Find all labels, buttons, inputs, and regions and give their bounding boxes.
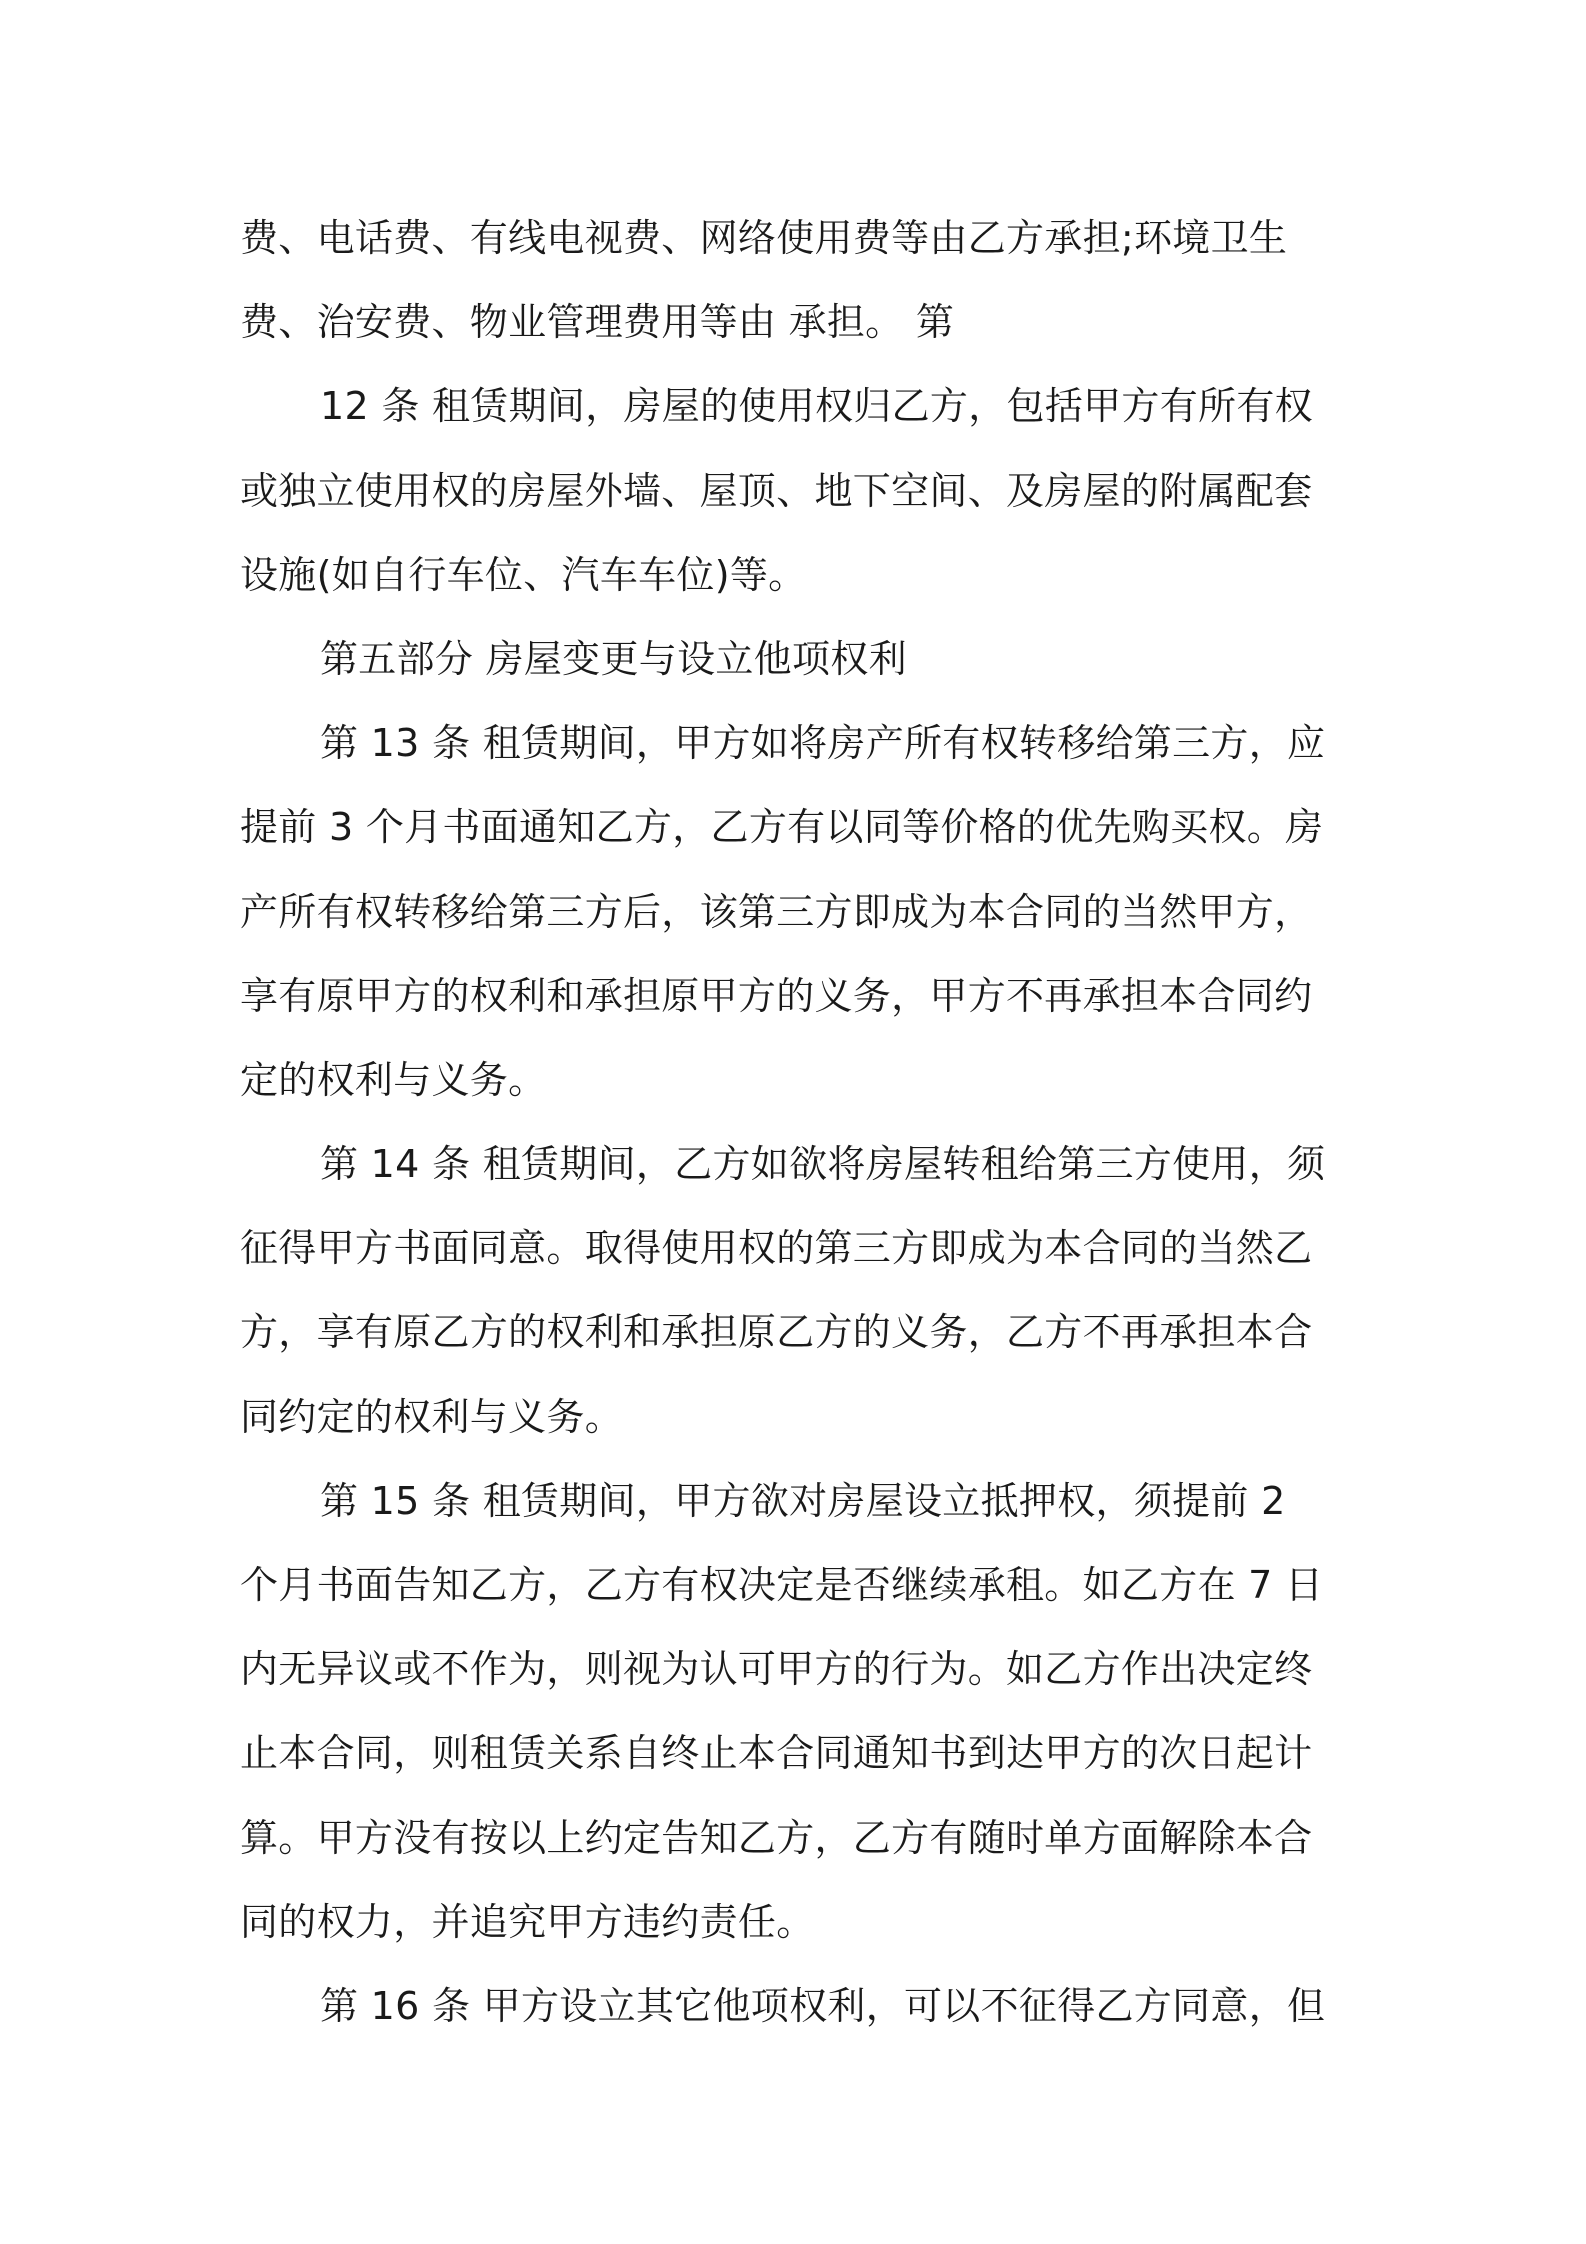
text-line: 第 15 条 租赁期间，甲方欲对房屋设立抵押权，须提前 2 <box>320 1478 1286 1523</box>
text-line: 同约定的权利与义务。 <box>240 1394 624 1439</box>
text-line: 止本合同，则租赁关系自终止本合同通知书到达甲方的次日起计 <box>240 1731 1313 1776</box>
text-line: 内无异议或不作为，则视为认可甲方的行为。如乙方作出决定终 <box>240 1647 1313 1692</box>
text-line: 费、治安费、物业管理费用等由 承担。 第 <box>240 300 955 345</box>
text-line: 同的权力，并追究甲方违约责任。 <box>240 1899 815 1944</box>
text-line: 设施(如自行车位、汽车车位)等。 <box>240 552 807 597</box>
text-line: 第 14 条 租赁期间，乙方如欲将房屋转租给第三方使用，须 <box>320 1142 1326 1187</box>
text-line: 定的权利与义务。 <box>240 1057 547 1102</box>
text-line: 或独立使用权的房屋外墙、屋顶、地下空间、及房屋的附属配套 <box>240 468 1313 513</box>
document-body <box>240 196 1360 2048</box>
text-line: 方，享有原乙方的权利和承担原乙方的义务，乙方不再承担本合 <box>240 1310 1313 1355</box>
text-line: 第 16 条 甲方设立其它他项权利，可以不征得乙方同意，但 <box>320 1983 1326 2028</box>
text-line: 产所有权转移给第三方后，该第三方即成为本合同的当然甲方， <box>240 889 1313 934</box>
text-line: 12 条 租赁期间，房屋的使用权归乙方，包括甲方有所有权 <box>320 384 1313 429</box>
text-line: 费、电话费、有线电视费、网络使用费等由乙方承担;环境卫生 <box>240 216 1288 260</box>
section-heading: 第五部分 房屋变更与设立他项权利 <box>320 636 907 681</box>
text-line: 第 13 条 租赁期间，甲方如将房产所有权转移给第三方，应 <box>320 721 1326 766</box>
text-line: 提前 3 个月书面通知乙方，乙方有以同等价格的优先购买权。房 <box>240 805 1324 850</box>
text-line: 享有原甲方的权利和承担原甲方的义务，甲方不再承担本合同约 <box>240 973 1313 1018</box>
text-line: 个月书面告知乙方，乙方有权决定是否继续承租。如乙方在 7 日 <box>240 1563 1324 1607</box>
text-line: 算。甲方没有按以上约定告知乙方，乙方有随时单方面解除本合 <box>240 1815 1313 1860</box>
text-line: 征得甲方书面同意。取得使用权的第三方即成为本合同的当然乙 <box>240 1226 1313 1271</box>
